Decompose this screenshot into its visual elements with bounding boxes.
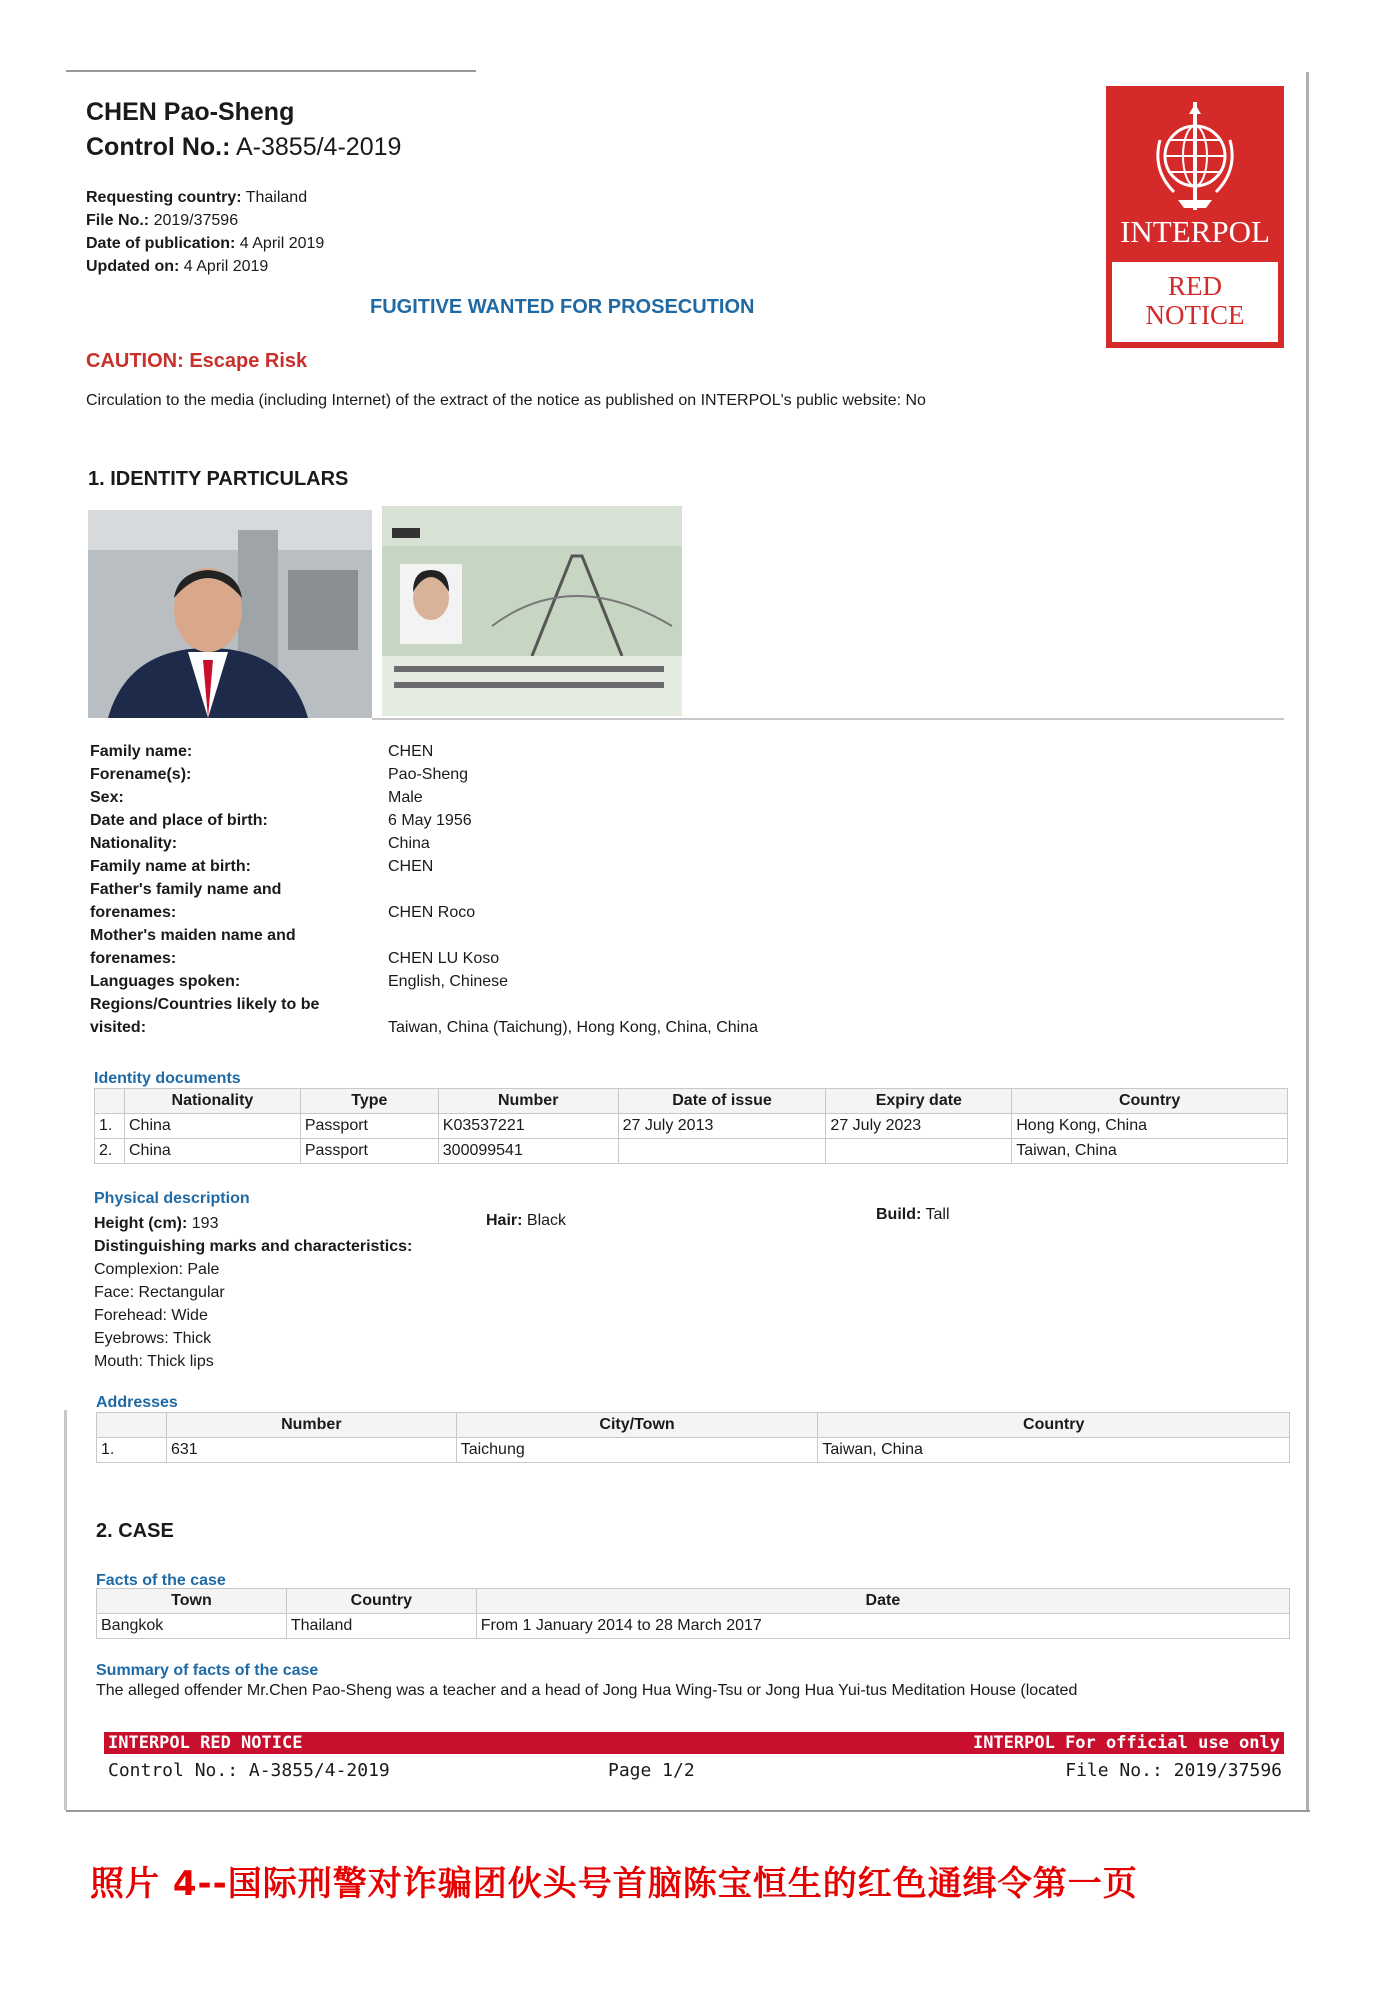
footer-bar [104,1732,1284,1754]
table-cell: 2. [95,1139,125,1164]
particular-label: Forename(s): [90,766,192,783]
hair-value: Black [526,1212,567,1229]
table-row [95,1139,1288,1164]
mark-item: Mouth: Thick lips [94,1353,214,1370]
marks-label-text: Distinguishing marks and characteristics: [94,1238,413,1255]
facts-title: Facts of the case [96,1572,226,1589]
hair-label: Hair: [486,1212,523,1229]
identity-documents-title: Identity documents [94,1070,241,1087]
particular-value: CHEN Roco [388,904,476,921]
page-right-edge [1306,72,1309,1812]
table-header-cell: Town [97,1589,287,1614]
particular-label: Family name at birth: [90,858,251,875]
footer-right-label: INTERPOL For official use only [972,1733,1280,1753]
control-label: Control No.: [86,133,231,161]
red-notice-label [1112,262,1278,342]
particular-label: Mother's maiden name and [90,927,296,944]
particular-label: Sex: [90,789,124,806]
marks-label [94,1235,412,1258]
photo-caption: 照片 4--国际刑警对诈骗团伙头号首脑陈宝恒生的红色通缉令第一页 [90,1864,1138,1904]
section-case-title: 2. CASE [96,1520,174,1542]
control-number [86,133,401,162]
interpol-wordmark: INTERPOL [1120,214,1270,249]
footer-left-label: INTERPOL RED NOTICE [108,1733,303,1753]
meta-label: Updated on: [86,258,180,275]
table-header-cell: Country [818,1413,1290,1438]
particular-label: Family name: [90,743,193,760]
particular-label: forenames: [90,904,177,921]
meta-value: Thailand [245,189,308,206]
table-cell [826,1139,1012,1164]
subject-name: CHEN Pao-Sheng [86,98,295,126]
particular-value: English, Chinese [388,973,509,990]
footer-file: File No.: 2019/37596 [1065,1760,1282,1781]
table-header-cell: City/Town [456,1413,818,1438]
summary-text: The alleged offender Mr.Chen Pao-Sheng was a teacher and a head of Jong Hua Wing-Tsu or Jong Hua Yui-tus Meditation House (located [96,1682,1078,1699]
addresses-title: Addresses [96,1394,178,1411]
table-cell: Passport [300,1114,438,1139]
table-header-cell: Date [476,1589,1289,1614]
table-header-cell: Nationality [124,1089,300,1114]
red-notice-line1: RED [1168,271,1222,301]
physical-description-title: Physical description [94,1190,250,1207]
circulation-text: Circulation to the media (including Internet) of the extract of the notice as published on INTERPOL's public website: No [86,392,926,409]
table-cell: 300099541 [438,1139,618,1164]
particular-value: China [388,835,430,852]
table-cell: Taichung [456,1438,818,1463]
mark-item: Face: Rectangular [94,1284,225,1301]
table-header-cell [97,1413,167,1438]
table-cell: 631 [166,1438,456,1463]
notice-type: FUGITIVE WANTED FOR PROSECUTION [370,296,755,318]
table-cell: Taiwan, China [818,1438,1290,1463]
table-row [97,1438,1290,1463]
page-left-edge [64,1410,67,1810]
table-cell [618,1139,826,1164]
table-cell: 1. [95,1114,125,1139]
build-row [876,1206,950,1224]
page-bottom-edge [66,1810,1310,1812]
particular-value: Taiwan, China (Taichung), Hong Kong, China, China [388,1019,758,1036]
mark-item: Complexion: Pale [94,1261,220,1278]
footer-control: Control No.: A-3855/4-2019 [108,1760,390,1781]
particular-label: forenames: [90,950,177,967]
table-header-cell: Date of issue [618,1089,826,1114]
interpol-logo [1106,86,1284,348]
table-header-cell: Country [286,1589,476,1614]
table-cell: Taiwan, China [1012,1139,1288,1164]
particular-value: Pao-Sheng [388,766,469,783]
passport-image [382,506,682,716]
facts-table [96,1588,1290,1639]
marks-list [94,1258,412,1373]
particular-value: CHEN [388,858,434,875]
particular-label: Regions/Countries likely to be [90,996,320,1013]
meta-date-publication [86,232,324,255]
meta-file-no [86,209,324,232]
table-cell: Hong Kong, China [1012,1114,1288,1139]
meta-label: Date of publication: [86,235,236,252]
footer-page: Page 1/2 [608,1760,695,1781]
particular-value: CHEN LU Koso [388,950,500,967]
summary-title: Summary of facts of the case [96,1662,319,1679]
height-value: 193 [191,1215,219,1232]
table-cell: Thailand [286,1614,476,1639]
hair-row [486,1212,566,1230]
table-row [97,1614,1290,1639]
table-cell: Bangkok [97,1614,287,1639]
interpol-emblem-icon [1150,100,1240,212]
particular-label: Languages spoken: [90,973,241,990]
table-cell: 1. [97,1438,167,1463]
table-cell: China [124,1139,300,1164]
mark-item: Eyebrows: Thick [94,1330,212,1347]
meta-value: 2019/37596 [153,212,239,229]
meta-label: File No.: [86,212,150,229]
red-notice-line2: NOTICE [1145,300,1245,330]
meta-updated [86,255,324,278]
table-cell: K03537221 [438,1114,618,1139]
particular-value: CHEN [388,743,434,760]
table-header-cell: Number [438,1089,618,1114]
particular-label: Nationality: [90,835,178,852]
mark-item: Forehead: Wide [94,1307,208,1324]
notice-meta [86,186,324,278]
subject-photo [88,510,372,718]
table-header-cell: Expiry date [826,1089,1012,1114]
table-row [95,1114,1288,1139]
table-cell: Passport [300,1139,438,1164]
meta-value: 4 April 2019 [183,258,269,275]
section-identity-title: 1. IDENTITY PARTICULARS [88,468,349,490]
table-cell: China [124,1114,300,1139]
particular-label: Father's family name and [90,881,282,898]
caution-text: CAUTION: Escape Risk [86,350,308,372]
build-label: Build: [876,1206,922,1223]
physical-description [94,1212,412,1373]
height-label: Height (cm): [94,1215,188,1232]
meta-value: 4 April 2019 [239,235,325,252]
control-value: A-3855/4-2019 [236,133,402,161]
table-cell: 27 July 2023 [826,1114,1012,1139]
table-header-cell [95,1089,125,1114]
build-value: Tall [925,1206,950,1223]
addresses-table [96,1412,1290,1463]
identity-divider [372,718,1284,720]
particular-label: Date and place of birth: [90,812,268,829]
meta-label: Requesting country: [86,189,242,206]
identity-documents-table [94,1088,1288,1164]
table-cell: 27 July 2013 [618,1114,826,1139]
table-header-cell: Number [166,1413,456,1438]
table-header-cell: Country [1012,1089,1288,1114]
particular-label: visited: [90,1019,147,1036]
table-header-cell: Type [300,1089,438,1114]
meta-requesting-country [86,186,324,209]
particular-value: Male [388,789,423,806]
particular-value: 6 May 1956 [388,812,472,829]
height-row [94,1212,412,1235]
table-cell: From 1 January 2014 to 28 March 2017 [476,1614,1289,1639]
